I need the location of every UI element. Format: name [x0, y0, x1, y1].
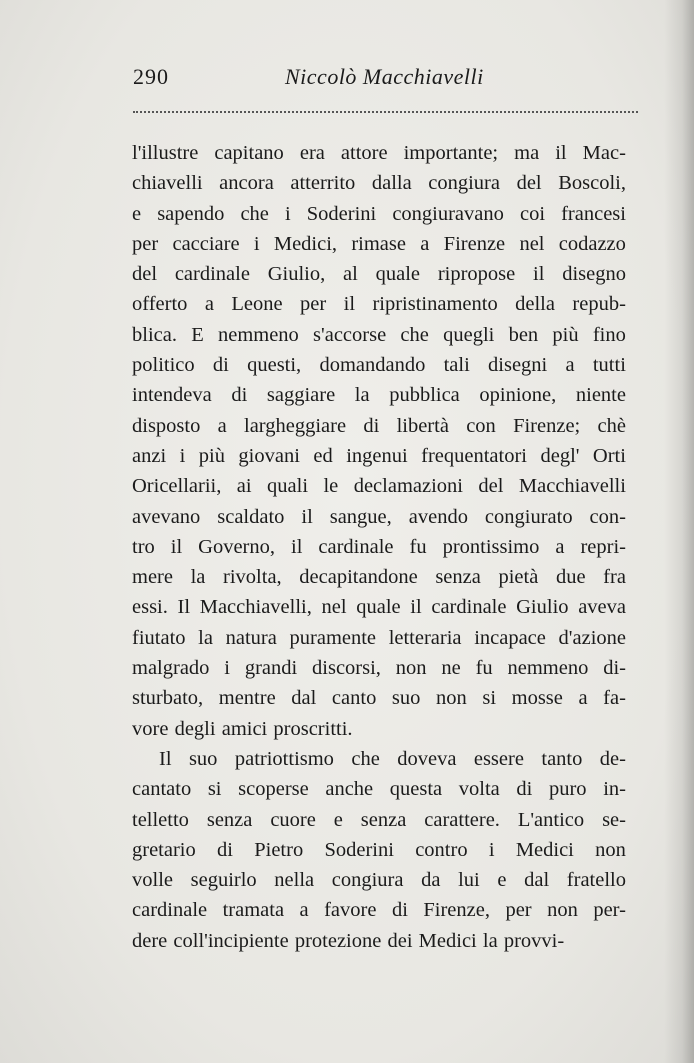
text-line: tro il Governo, il cardinale fu prontissimo a repri-: [132, 535, 626, 558]
text-line: anzi i più giovani ed ingenui frequentatori degl' Orti: [132, 444, 626, 467]
text-line: sturbato, mentre dal canto suo non si mosse a fa-: [132, 687, 626, 710]
text-line: fiutato la natura puramente letteraria incapace d'azione: [132, 626, 626, 649]
running-title: Niccolò Macchiavelli: [285, 64, 484, 89]
text-line: e sapendo che i Soderini congiuravano coi francesi: [132, 202, 626, 225]
spine-shadow: [664, 0, 694, 1063]
text-line: malgrado i grandi discorsi, non ne fu nemmeno di-: [132, 657, 626, 680]
text-line: volle seguirlo nella congiura da lui e dal fratello: [132, 869, 626, 892]
text-line: cantato si scoperse anche questa volta di puro in-: [132, 778, 626, 801]
text-line: politico di questi, domandando tali disegni a tutti: [132, 354, 626, 377]
header-dotted-rule: [133, 111, 638, 113]
page-number: 290: [133, 64, 169, 89]
page-header: [133, 60, 633, 96]
text-line: chiavelli ancora atterrito dalla congiura del Boscoli,: [132, 172, 626, 195]
text-line: gretario di Pietro Soderini contro i Medici non: [132, 838, 626, 861]
text-line: per cacciare i Medici, rimase a Firenze nel codazzo: [132, 232, 626, 255]
text-line: l'illustre capitano era attore importante; ma il Mac-: [132, 142, 626, 164]
text-line: cardinale tramata a favore di Firenze, per non per-: [132, 899, 626, 922]
text-line: mere la rivolta, decapitandone senza pietà due fra: [132, 566, 626, 589]
text-line: Il suo patriottismo che doveva essere tanto de-: [159, 747, 626, 770]
text-line: intendeva di saggiare la pubblica opinione, niente: [132, 384, 626, 407]
text-line: del cardinale Giulio, al quale ripropose il disegno: [132, 263, 626, 286]
text-line: blica. E nemmeno s'accorse che quegli ben più fino: [132, 323, 626, 346]
text-line: avevano scaldato il sangue, avendo congiurato con-: [132, 505, 626, 528]
text-line: telletto senza cuore e senza carattere. L'antico se-: [132, 808, 626, 831]
text-line: dere coll'incipiente protezione dei Medici la provvi-: [132, 929, 565, 952]
text-line: essi. Il Macchiavelli, nel quale il cardinale Giulio aveva: [132, 596, 626, 619]
body-text: [132, 138, 626, 956]
text-line: disposto a largheggiare di libertà con Firenze; chè: [132, 414, 626, 437]
text-line: Oricellarii, ai quali le declamazioni del Macchiavelli: [132, 475, 626, 498]
text-line: offerto a Leone per il ripristinamento della repub-: [132, 293, 626, 316]
text-line: vore degli amici proscritti.: [132, 717, 353, 740]
